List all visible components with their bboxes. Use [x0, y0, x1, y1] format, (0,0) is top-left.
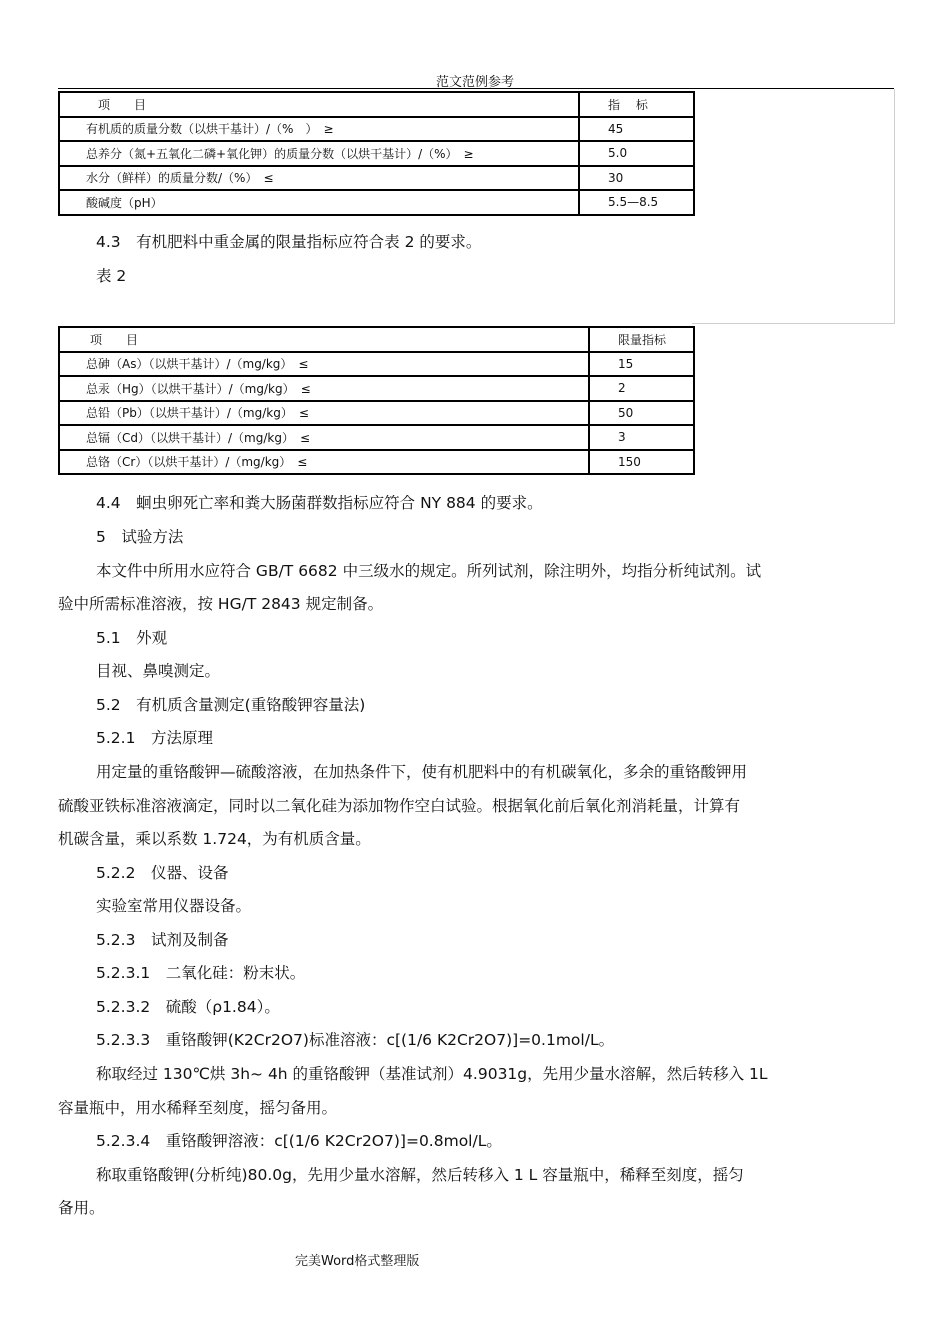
col-header-limit: 限量指标	[589, 327, 694, 352]
cell-item: 总镉（Cd）（以烘干基计）/（mg/kg） ≤	[59, 425, 589, 450]
col-header-item: 项 目	[59, 327, 589, 352]
cell-value: 5.5—8.5	[579, 190, 694, 215]
table-header-row	[59, 327, 694, 352]
text-line: 机碳含量，乘以系数 1.724，为有机质含量。	[58, 830, 371, 848]
cell-item: 总铬（Cr）（以烘干基计）/（mg/kg） ≤	[59, 450, 589, 475]
text-line: 验中所需标准溶液，按 HG/T 2843 规定制备。	[58, 595, 384, 613]
page-footer: 完美Word格式整理版	[295, 1254, 420, 1269]
cell-item: 酸碱度（pH）	[59, 190, 579, 215]
table-row	[59, 352, 694, 377]
col-header-item: 项 目	[59, 92, 579, 117]
cell-value: 150	[589, 450, 694, 475]
table-row	[59, 425, 694, 450]
section-heading: 5.2.2 仪器、设备	[96, 864, 229, 882]
cell-item: 总汞（Hg）（以烘干基计）/（mg/kg） ≤	[59, 376, 589, 401]
cell-item: 总养分（氮+五氧化二磷+氧化钾）的质量分数（以烘干基计）/（%） ≥	[59, 141, 579, 166]
text-line: 本文件中所用水应符合 GB/T 6682 中三级水的规定。所列试剂，除注明外，均指分析纯试剂。试	[96, 562, 762, 580]
section-heading: 5.1 外观	[96, 629, 168, 647]
text-line: 称取经过 130℃烘 3h~ 4h 的重铬酸钾（基准试剂）4.9031g，先用少量水溶解，然后转移入 1L	[96, 1065, 768, 1083]
table-header-row	[59, 92, 694, 117]
section-heading: 5.2.1 方法原理	[96, 729, 213, 747]
text-line: 5.2.3.3 重铬酸钾(K2Cr2O7)标准溶液：c[(1/6 K2Cr2O7)]=0.1mol/L。	[96, 1031, 615, 1049]
text-line: 称取重铬酸钾(分析纯)80.0g，先用少量水溶解，然后转移入 1 L 容量瓶中，稀释至刻度，摇匀	[96, 1166, 744, 1184]
cell-value: 45	[579, 117, 694, 142]
cell-value: 3	[589, 425, 694, 450]
text-line: 容量瓶中，用水稀释至刻度，摇匀备用。	[58, 1099, 338, 1117]
section-heading: 5.2.3 试剂及制备	[96, 931, 229, 949]
table-2	[58, 326, 695, 475]
cell-item: 总砷（As）（以烘干基计）/（mg/kg） ≤	[59, 352, 589, 377]
cell-value: 15	[589, 352, 694, 377]
table-row	[59, 376, 694, 401]
text-line: 5.2.3.1 二氧化硅：粉末状。	[96, 964, 306, 982]
table-row	[59, 166, 694, 191]
table-row	[59, 450, 694, 475]
table-2-caption: 表 2	[96, 267, 127, 285]
cell-value: 30	[579, 166, 694, 191]
cell-item: 总铅（Pb）（以烘干基计）/（mg/kg） ≤	[59, 401, 589, 426]
table-row	[59, 141, 694, 166]
text-line: 目视、鼻嗅测定。	[96, 662, 221, 680]
text-line: 4.4 蛔虫卵死亡率和粪大肠菌群数指标应符合 NY 884 的要求。	[96, 494, 543, 512]
text-line: 4.3 有机肥料中重金属的限量指标应符合表 2 的要求。	[96, 233, 482, 251]
col-header-value: 指 标	[579, 92, 694, 117]
text-line: 硫酸亚铁标准溶液滴定，同时以二氧化硅为添加物作空白试验。根据氧化前后氧化剂消耗量，计算有	[58, 797, 741, 815]
table-row	[59, 117, 694, 142]
text-line: 用定量的重铬酸钾—硫酸溶液，在加热条件下，使有机肥料中的有机碳氧化，多余的重铬酸钾用	[96, 763, 748, 781]
cell-value: 5.0	[579, 141, 694, 166]
text-line: 备用。	[58, 1199, 105, 1217]
section-heading: 5 试验方法	[96, 528, 184, 546]
text-line: 5.2.3.2 硫酸（ρ1.84）。	[96, 998, 280, 1016]
frame-line-1	[692, 89, 895, 222]
table-row	[59, 190, 694, 215]
text-line: 实验室常用仪器设备。	[96, 897, 252, 915]
text-line: 5.2.3.4 重铬酸钾溶液：c[(1/6 K2Cr2O7)]=0.8mol/L。	[96, 1132, 502, 1150]
cell-value: 50	[589, 401, 694, 426]
cell-item: 有机质的质量分数（以烘干基计）/（% ） ≥	[59, 117, 579, 142]
page-header: 范文范例参考	[435, 75, 514, 90]
cell-value: 2	[589, 376, 694, 401]
table-row	[59, 401, 694, 426]
section-heading: 5.2 有机质含量测定(重铬酸钾容量法)	[96, 696, 366, 714]
table-1	[58, 91, 695, 216]
cell-item: 水分（鲜样）的质量分数/（%） ≤	[59, 166, 579, 191]
